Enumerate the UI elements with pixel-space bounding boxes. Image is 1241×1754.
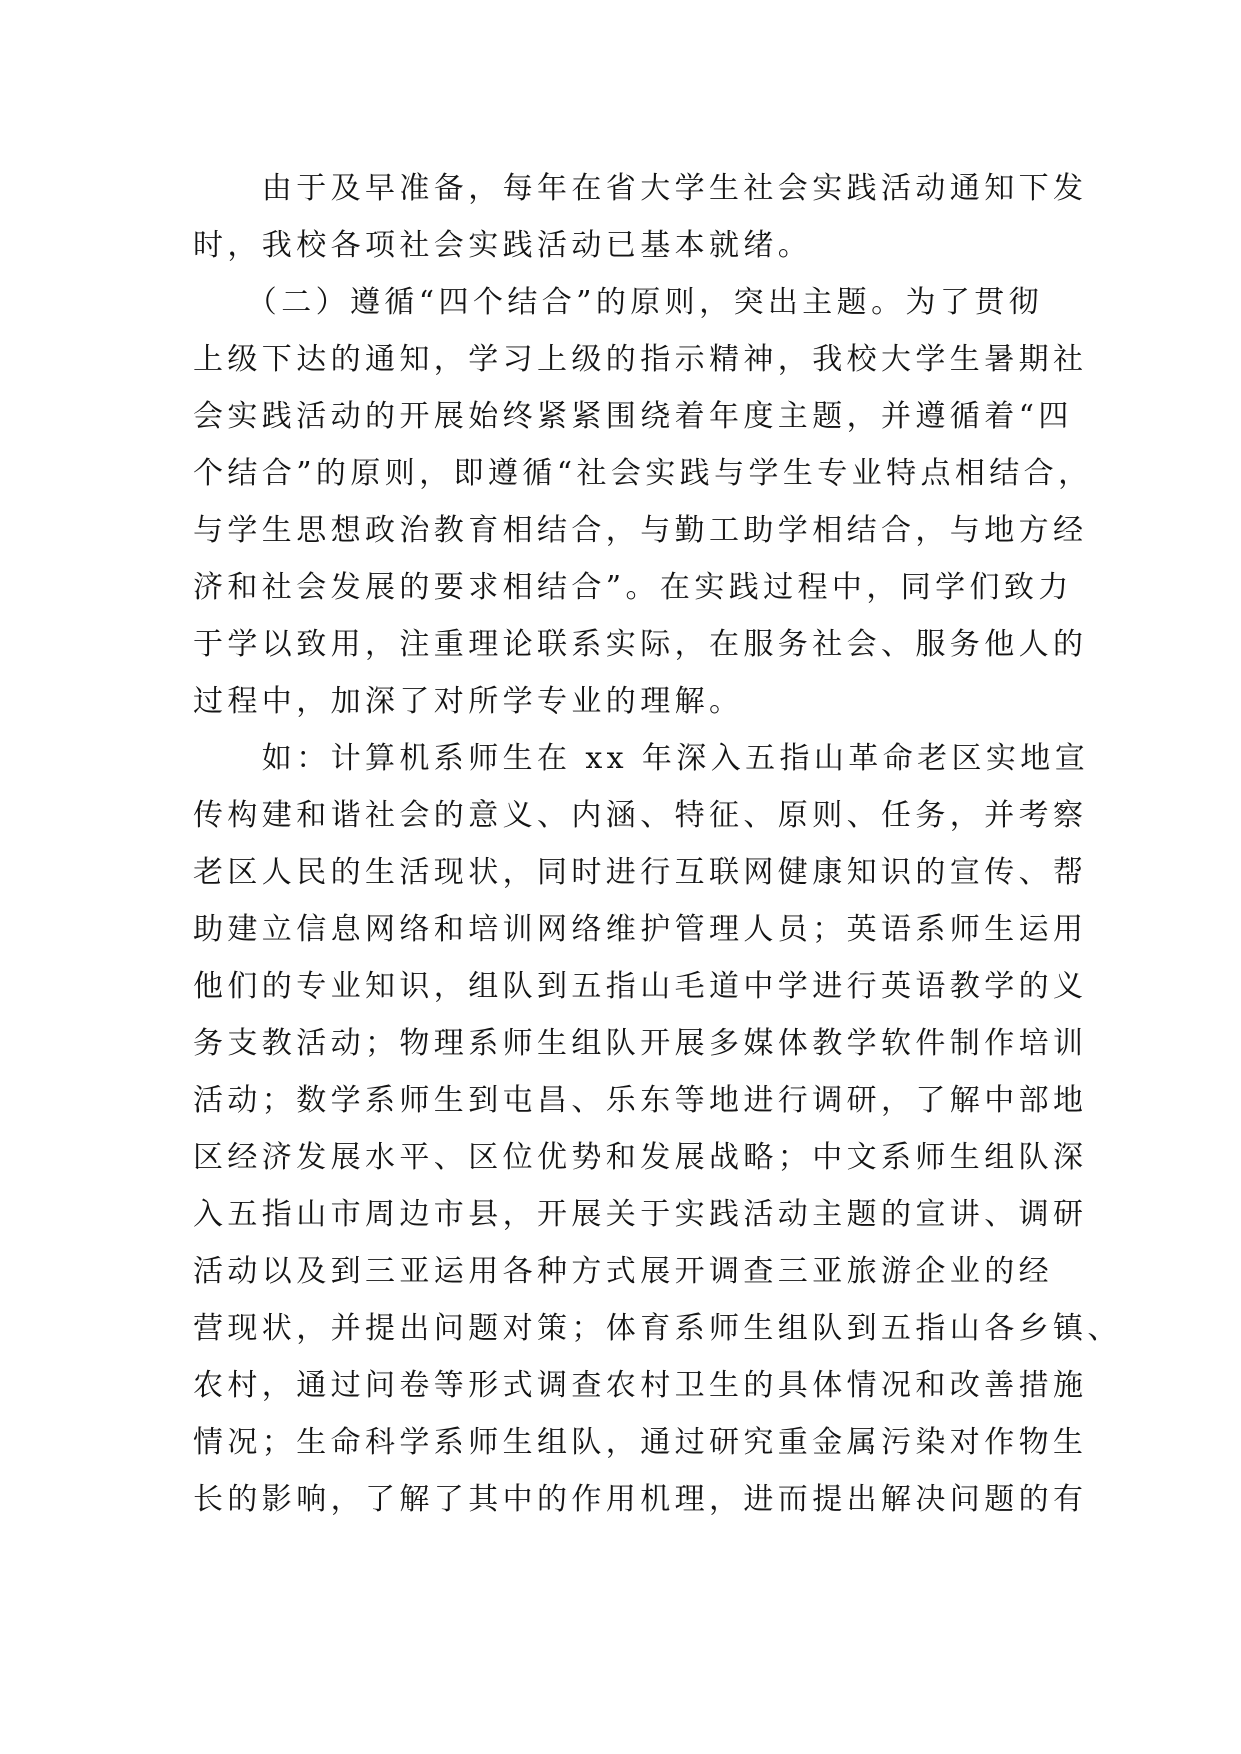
text-line-6: 个结合”的原则，即遵循“社会实践与学生专业特点相结合， [193,456,1093,491]
text-line-22: 农村，通过问卷等形式调查农村卫生的具体情况和改善措施 [193,1368,1088,1403]
text-line-3: （二）遵循“四个结合”的原则，突出主题。为了贯彻 [193,285,1044,320]
text-line-23: 情况；生命科学系师生组队，通过研究重金属污染对作物生 [193,1425,1088,1460]
text-line-2: 时，我校各项社会实践活动已基本就绪。 [193,228,813,263]
text-line-18: 区经济发展水平、区位优势和发展战略；中文系师生组队深 [193,1140,1088,1175]
text-line-12: 传构建和谐社会的意义、内涵、特征、原则、任务，并考察 [193,798,1088,833]
text-line-7: 与学生思想政治教育相结合，与勤工助学相结合，与地方经 [193,513,1088,548]
text-line-11: 如：计算机系师生在 xx 年深入五指山革命老区实地宣 [193,741,1090,776]
text-line-21: 营现状，并提出问题对策；体育系师生组队到五指山各乡镇、 [193,1311,1122,1346]
text-line-19: 入五指山市周边市县，开展关于实践活动主题的宣讲、调研 [193,1197,1088,1232]
text-line-16: 务支教活动；物理系师生组队开展多媒体教学软件制作培训 [193,1026,1088,1061]
text-line-9: 于学以致用，注重理论联系实际，在服务社会、服务他人的 [193,627,1088,662]
text-line-13: 老区人民的生活现状，同时进行互联网健康知识的宣传、帮 [193,855,1088,890]
text-line-4: 上级下达的通知，学习上级的指示精神，我校大学生暑期社 [193,342,1088,377]
text-line-10: 过程中，加深了对所学专业的理解。 [193,684,744,719]
text-line-17: 活动；数学系师生到屯昌、乐东等地进行调研，了解中部地 [193,1083,1088,1118]
text-line-8: 济和社会发展的要求相结合”。在实践过程中，同学们致力 [193,570,1073,605]
text-line-5: 会实践活动的开展始终紧紧围绕着年度主题，并遵循着“四 [193,399,1073,434]
text-line-1: 由于及早准备，每年在省大学生社会实践活动通知下发 [193,171,1088,206]
body-text [193,160,1122,1528]
text-line-14: 助建立信息网络和培训网络维护管理人员；英语系师生运用 [193,912,1088,947]
text-line-24: 长的影响，了解了其中的作用机理，进而提出解决问题的有 [193,1482,1088,1517]
text-line-20: 活动以及到三亚运用各种方式展开调查三亚旅游企业的经 [193,1254,1053,1289]
text-line-15: 他们的专业知识，组队到五指山毛道中学进行英语教学的义 [193,969,1088,1004]
